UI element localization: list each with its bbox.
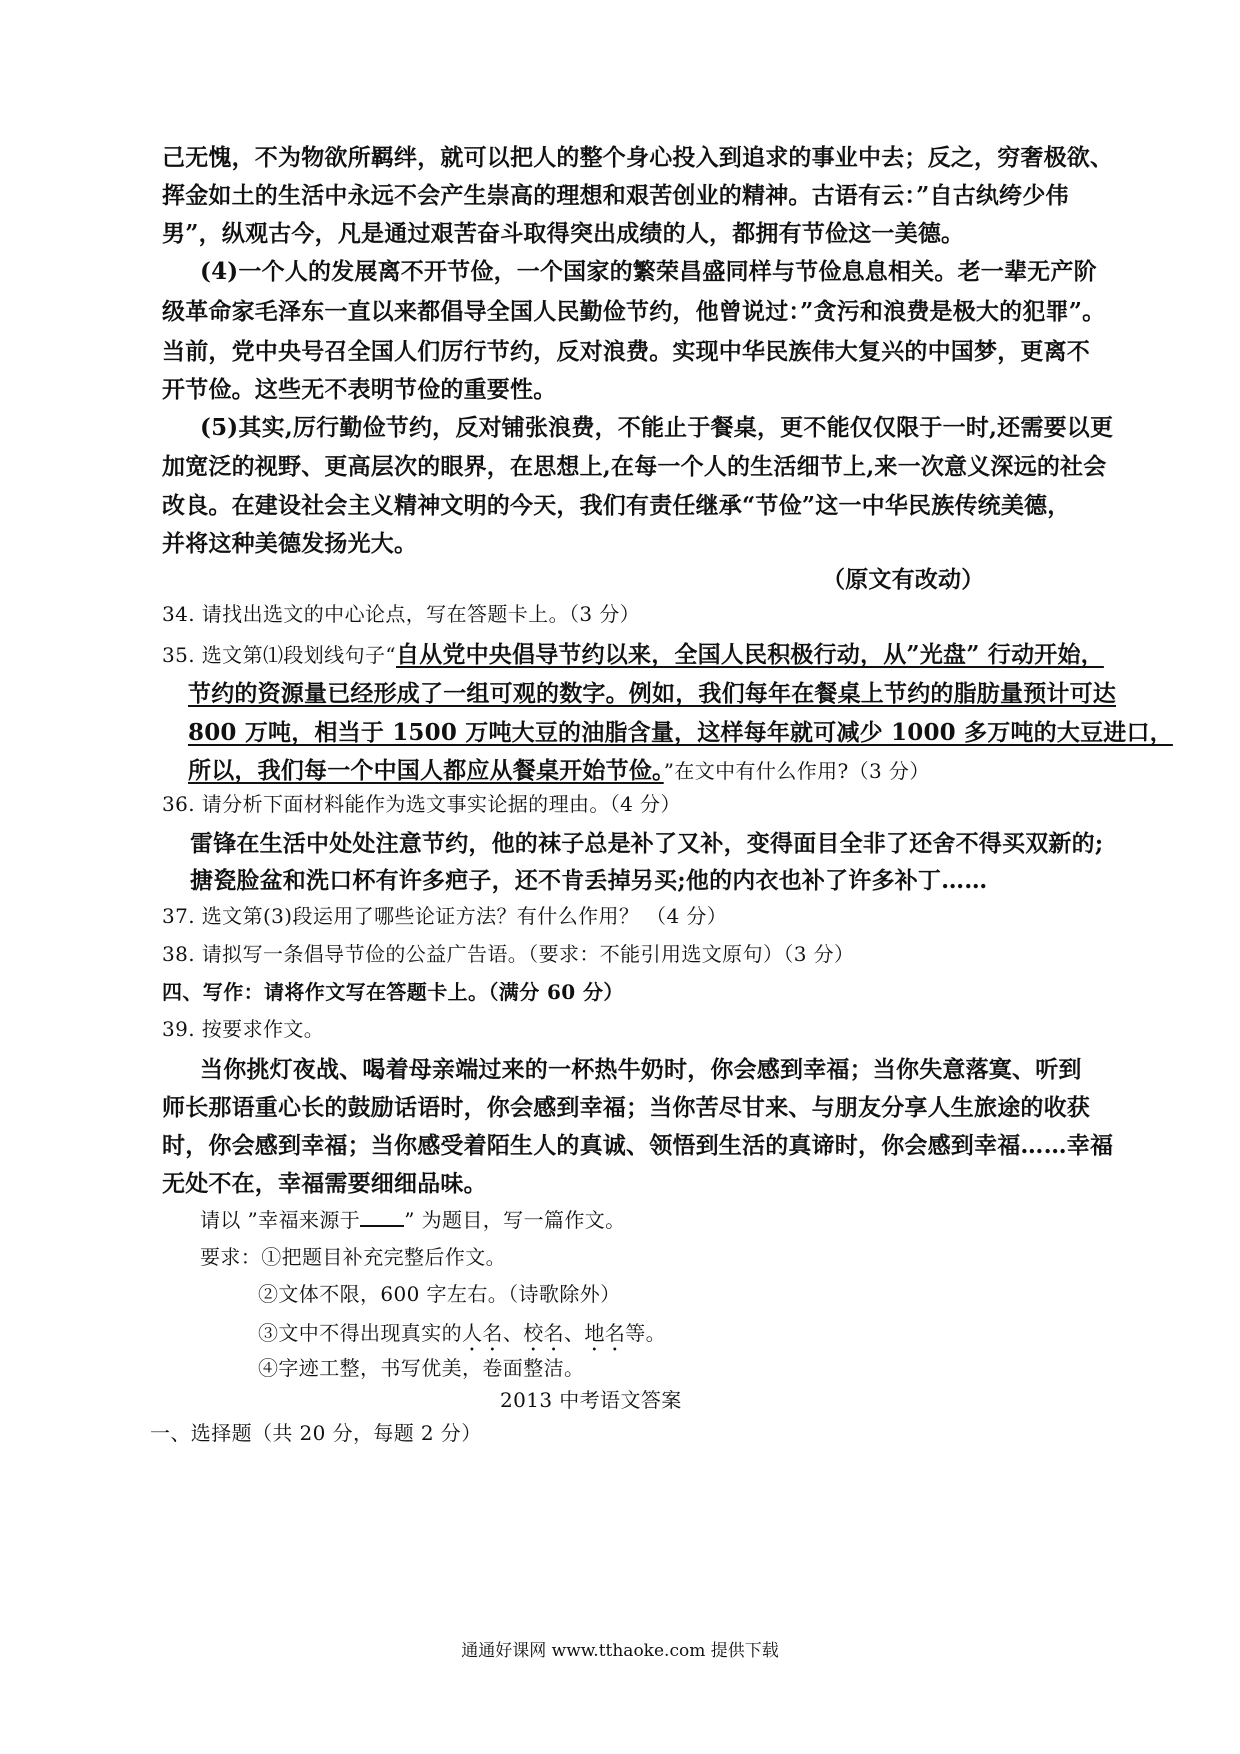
- question-39: 39. 按要求作文。: [162, 1017, 325, 1041]
- requirement-3-separator-2: 、: [564, 1321, 585, 1345]
- p5-line-2: 加宽泛的视野、更高层次的眼界，在思想上,在每一个人的生活细节上,来一次意义深远的社会: [162, 453, 1107, 480]
- question-35-suffix: ”在文中有什么作用?（3 分）: [663, 759, 930, 783]
- p5-line-3: 改良。在建设社会主义精神文明的今天，我们有责任继承“节俭”这一中华民族传统美德，: [162, 492, 1071, 519]
- answers-title: 2013 中考语文答案: [500, 1388, 682, 1412]
- p4-line-3: 当前，党中央号召全国人们厉行节约，反对浪费。实现中华民族伟大复兴的中国梦，更离不: [162, 338, 1090, 365]
- question-36-material-1: 雷锋在生活中处处注意节约，他的袜子总是补了又补，变得面目全非了还舍不得买双新的;: [190, 830, 1104, 857]
- prompt-line-4: 无处不在，幸福需要细细品味。: [162, 1170, 487, 1197]
- page-footer: 通通好课网 www.tthaoke.com 提供下载: [461, 1641, 779, 1661]
- source-note: （原文有改动）: [822, 566, 985, 593]
- requirement-1: 要求：①把题目补充完整后作文。: [200, 1245, 506, 1269]
- p4-line-4: 开节俭。这些无不表明节俭的重要性。: [162, 376, 557, 403]
- question-35-line-4: [188, 759, 930, 782]
- prompt-line-1: 当你挑灯夜战、喝着母亲端过来的一杯热牛奶时，你会感到幸福；当你失意落寞、听到: [200, 1056, 1082, 1083]
- requirement-3-prefix: ③文中不得出现真实的: [258, 1321, 462, 1345]
- question-36-material-2: 搪瓷脸盆和洗口杯有许多疤子，还不肯丢掉另买;他的内衣也补了许多补丁……: [190, 867, 988, 894]
- requirement-3-suffix: 等。: [625, 1321, 667, 1345]
- requirement-3-person-name: 人名: [462, 1321, 503, 1345]
- essay-title-prefix: 请以 ”幸福来源于: [200, 1208, 361, 1232]
- p5-line-4: 并将这种美德发扬光大。: [162, 530, 418, 557]
- question-35-underlined-2: 节约的资源量已经形成了一组可观的数字。例如，我们每年在餐桌上节约的脂肪量预计可达: [188, 680, 1116, 707]
- answers-section-1: 一、选择题（共 20 分，每题 2 分）: [150, 1421, 482, 1445]
- p3-line-1: 己无愧，不为物欲所羁绊，就可以把人的整个身心投入到追求的事业中去；反之，穷奢极欲、: [162, 144, 1114, 171]
- p4-line-1: (4)一个人的发展离不开节俭，一个国家的繁荣昌盛同样与节俭息息相关。老一辈无产阶: [200, 258, 1097, 285]
- writing-section-title: 四、写作：请将作文写在答题卡上。（满分 60 分）: [162, 980, 624, 1004]
- essay-title-instruction: [200, 1210, 626, 1230]
- requirement-4: ④字迹工整，书写优美，卷面整洁。: [258, 1356, 585, 1380]
- requirement-3-place-name: 地名: [584, 1321, 626, 1345]
- question-38: 38. 请拟写一条倡导节俭的公益广告语。（要求：不能引用选文原句）（3 分）: [162, 942, 855, 966]
- question-34: 34. 请找出选文的中心论点，写在答题卡上。（3 分）: [162, 602, 641, 626]
- essay-title-suffix: ” 为题目，写一篇作文。: [404, 1208, 626, 1232]
- question-37: 37. 选文第(3)段运用了哪些论证方法？有什么作用？ （4 分）: [162, 904, 728, 928]
- question-35-prefix: 35. 选文第⑴段划线句子“: [162, 643, 396, 667]
- question-36: 36. 请分析下面材料能作为选文事实论据的理由。（4 分）: [162, 792, 681, 816]
- p3-line-3: 男”，纵观古今，凡是通过艰苦奋斗取得突出成绩的人，都拥有节俭这一美德。: [162, 220, 965, 247]
- question-35-line-1: [162, 643, 1104, 666]
- requirement-3: [258, 1321, 666, 1356]
- p5-line-1: (5)其实,厉行勤俭节约，反对铺张浪费，不能止于餐桌，更不能仅仅限于一时,还需要以更: [200, 414, 1114, 441]
- title-blank: [360, 1211, 404, 1227]
- question-35-underlined-4: 所以，我们每一个中国人都应从餐桌开始节俭。: [188, 757, 664, 784]
- prompt-line-2: 师长那语重心长的鼓励话语时，你会感到幸福；当你苦尽甘来、与朋友分享人生旅途的收获: [162, 1094, 1090, 1121]
- question-35-underlined-3: 800 万吨，相当于 1500 万吨大豆的油脂含量，这样每年就可减少 1000 多万吨的大豆进口，: [188, 719, 1173, 746]
- p3-line-2: 挥金如土的生活中永远不会产生崇高的理想和艰苦创业的精神。古语有云：”自古纨绔少伟: [162, 182, 1069, 209]
- question-35-underlined-1: 自从党中央倡导节约以来，全国人民积极行动，从”光盘” 行动开始，: [396, 641, 1104, 668]
- requirement-3-separator-1: 、: [502, 1321, 524, 1345]
- requirement-3-school-name: 校名: [523, 1321, 565, 1345]
- prompt-line-3: 时，你会感到幸福；当你感受着陌生人的真诚、领悟到生活的真谛时，你会感到幸福……幸福: [162, 1132, 1114, 1159]
- p4-line-2: 级革命家毛泽东一直以来都倡导全国人民勤俭节约，他曾说过：”贪污和浪费是极大的犯罪”。: [162, 298, 1106, 325]
- requirement-2: ②文体不限，600 字左右。（诗歌除外）: [258, 1282, 621, 1306]
